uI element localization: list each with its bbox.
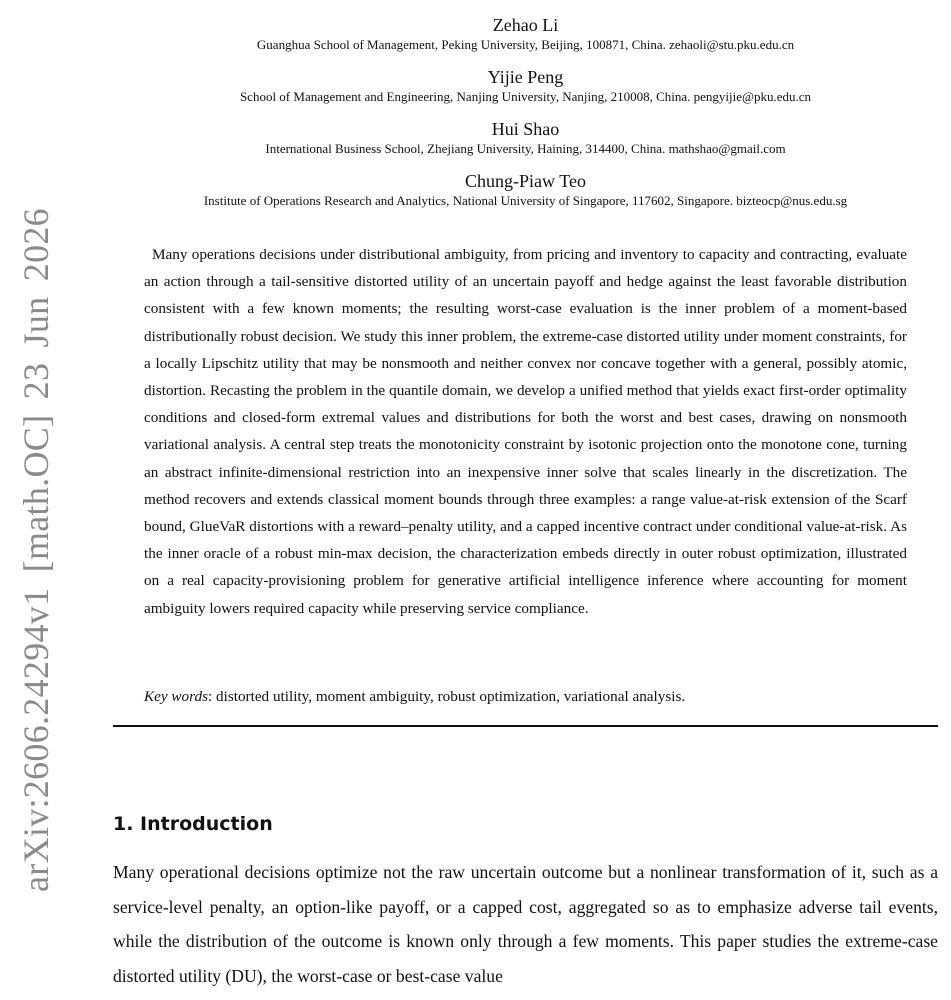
author-affiliation: Institute of Operations Research and Analytics, National University of Singapore, 117602, Singapore. bizteocp@nus.edu.sg: [203, 193, 848, 208]
author-affiliation: School of Management and Engineering, Nanjing University, Nanjing, 210008, China. pengyijie@pku.edu.cn: [239, 89, 812, 104]
introduction-paragraph: Many operational decisions optimize not the raw uncertain outcome but a nonlinear transformation of it, such as a service-level penalty, an option-like payoff, or a capped cost, aggregated so as to emphasize adverse tail events, while the distribution of the outcome is known only through a few moments. This paper studies the extreme-case distorted utility (DU), the worst-case or best-case value: [113, 862, 938, 986]
section-divider: [113, 725, 938, 727]
author-affiliation: International Business School, Zhejiang University, Haining, 314400, China. mathshao@gmail.com: [265, 141, 786, 156]
arxiv-identifier: arXiv:2606.24294v1 [math.OC] 23 Jun 2026: [16, 208, 56, 892]
keywords-label: Key words: [144, 688, 208, 705]
author-name: Hui Shao: [491, 119, 560, 139]
author-name: Zehao Li: [492, 15, 559, 35]
author-block: [100, 118, 951, 157]
author-list: [100, 14, 951, 222]
author-block: [100, 14, 951, 53]
author-affiliation: Guanghua School of Management, Peking University, Beijing, 100871, China. zehaoli@stu.pku.edu.cn: [256, 37, 795, 52]
author-block: [100, 170, 951, 209]
abstract: Many operations decisions under distributional ambiguity, from pricing and inventory to capacity and contracting, evaluate an action through a tail-sensitive distorted utility of an uncertain payoff and hedge against the least favorable distribution consistent with a few known moments; the resulting worst-case evaluation is the inner problem of a moment-based distributionally robust decision. We study this inner problem, the extreme-case distorted utility under moment constraints, for a locally Lipschitz utility that may be nonsmooth and neither convex nor concave together with a general, possibly atomic, distortion. Recasting the problem in the quantile domain, we develop a unified method that yields exact first-order optimality conditions and closed-form extremal values and distributions for both the worst and best cases, drawing on nonsmooth variational analysis. A central step treats the monotonicity constraint by isotonic projection onto the monotone cone, turning an abstract infinite-dimensional restriction into an inexpensive inner solve that scales linearly in the discretization. The method recovers and extends classical moment bounds through three examples: a range value-at-risk extension of the Scarf bound, GlueVaR distortions with a reward–penalty utility, and a capped incentive contract under conditional value-at-risk. As the inner oracle of a robust min-max decision, the characterization embeds directly in outer robust optimization, illustrated on a real capacity-provisioning problem for generative artificial intelligence inference where accounting for moment ambiguity lowers required capacity while preserving service compliance.: [144, 246, 907, 617]
author-name: Yijie Peng: [487, 67, 564, 87]
section-heading: 1. Introduction: [113, 813, 273, 835]
author-block: [100, 66, 951, 105]
keywords: [144, 685, 914, 709]
keywords-text: : distorted utility, moment ambiguity, robust optimization, variational analysis.: [207, 688, 686, 705]
author-name: Chung-Piaw Teo: [465, 171, 586, 191]
